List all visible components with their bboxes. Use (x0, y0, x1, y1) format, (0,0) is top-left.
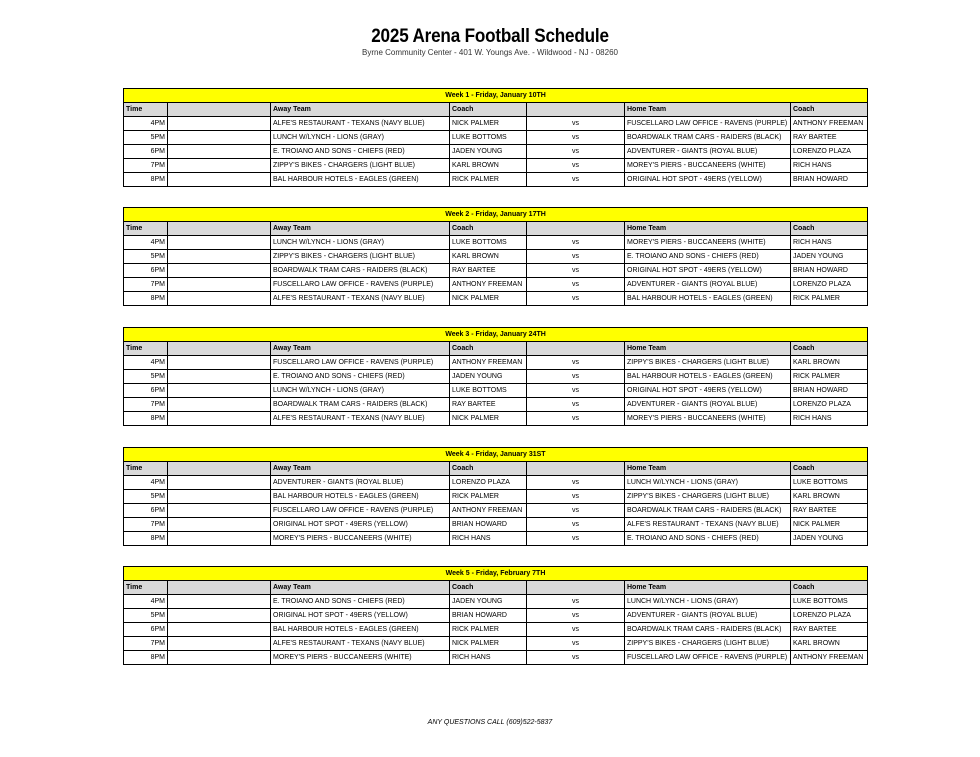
vs-label: vs (527, 173, 625, 187)
away-coach: NICK PALMER (450, 292, 527, 306)
blank-cell (168, 651, 271, 665)
home-team: E. TROIANO AND SONS - CHIEFS (RED) (625, 250, 791, 264)
away-coach: BRIAN HOWARD (450, 518, 527, 532)
away-team: BAL HARBOUR HOTELS - EAGLES (GREEN) (271, 623, 450, 637)
game-time: 8PM (124, 173, 168, 187)
blank-cell (168, 131, 271, 145)
table-row (124, 292, 868, 306)
blank-cell (168, 384, 271, 398)
away-team: LUNCH W/LYNCH - LIONS (GRAY) (271, 131, 450, 145)
col-header-time: Time (124, 103, 168, 117)
week-schedule (123, 207, 867, 306)
home-coach: JADEN YOUNG (791, 532, 868, 546)
game-time: 4PM (124, 117, 168, 131)
home-team: MOREY'S PIERS - BUCCANEERS (WHITE) (625, 412, 791, 426)
home-team: BOARDWALK TRAM CARS - RAIDERS (BLACK) (625, 504, 791, 518)
schedule-table (123, 566, 868, 665)
home-coach: LORENZO PLAZA (791, 609, 868, 623)
col-header-blank (168, 103, 271, 117)
blank-cell (168, 292, 271, 306)
col-header-vs (527, 222, 625, 236)
game-time: 7PM (124, 398, 168, 412)
away-team: MOREY'S PIERS - BUCCANEERS (WHITE) (271, 532, 450, 546)
col-header-home-team: Home Team (625, 581, 791, 595)
blank-cell (168, 595, 271, 609)
away-coach: LUKE BOTTOMS (450, 236, 527, 250)
blank-cell (168, 145, 271, 159)
col-header-home-team: Home Team (625, 222, 791, 236)
game-time: 7PM (124, 637, 168, 651)
away-team: BAL HARBOUR HOTELS - EAGLES (GREEN) (271, 490, 450, 504)
vs-label: vs (527, 236, 625, 250)
home-coach: RAY BARTEE (791, 623, 868, 637)
table-row (124, 651, 868, 665)
col-header-blank (168, 342, 271, 356)
week-schedule (123, 566, 867, 665)
col-header-vs (527, 581, 625, 595)
home-coach: RICH HANS (791, 159, 868, 173)
home-team: LUNCH W/LYNCH - LIONS (GRAY) (625, 595, 791, 609)
away-team: ALFE'S RESTAURANT - TEXANS (NAVY BLUE) (271, 637, 450, 651)
home-coach: RAY BARTEE (791, 131, 868, 145)
home-team: ZIPPY'S BIKES - CHARGERS (LIGHT BLUE) (625, 356, 791, 370)
home-team: FUSCELLARO LAW OFFICE - RAVENS (PURPLE) (625, 117, 791, 131)
home-coach: RICK PALMER (791, 292, 868, 306)
away-coach: KARL BROWN (450, 250, 527, 264)
vs-label: vs (527, 595, 625, 609)
home-team: BOARDWALK TRAM CARS - RAIDERS (BLACK) (625, 623, 791, 637)
blank-cell (168, 173, 271, 187)
col-header-time: Time (124, 462, 168, 476)
week-header-row (124, 208, 868, 222)
table-row (124, 159, 868, 173)
home-team: ZIPPY'S BIKES - CHARGERS (LIGHT BLUE) (625, 637, 791, 651)
away-team: E. TROIANO AND SONS - CHIEFS (RED) (271, 595, 450, 609)
away-team: BAL HARBOUR HOTELS - EAGLES (GREEN) (271, 173, 450, 187)
col-header-blank (168, 222, 271, 236)
table-row (124, 370, 868, 384)
table-row (124, 595, 868, 609)
blank-cell (168, 356, 271, 370)
vs-label: vs (527, 145, 625, 159)
away-coach: RICK PALMER (450, 623, 527, 637)
column-header-row (124, 462, 868, 476)
table-row (124, 384, 868, 398)
vs-label: vs (527, 651, 625, 665)
away-coach: RICK PALMER (450, 173, 527, 187)
col-header-vs (527, 103, 625, 117)
table-row (124, 236, 868, 250)
away-coach: NICK PALMER (450, 117, 527, 131)
page-subtitle: Byrne Community Center - 401 W. Youngs Ave. - Wildwood - NJ - 08260 (362, 48, 618, 57)
col-header-home-coach: Coach (791, 342, 868, 356)
col-header-home-team: Home Team (625, 103, 791, 117)
blank-cell (168, 236, 271, 250)
vs-label: vs (527, 250, 625, 264)
week-schedule (123, 88, 867, 187)
table-row (124, 609, 868, 623)
blank-cell (168, 518, 271, 532)
home-team: BAL HARBOUR HOTELS - EAGLES (GREEN) (625, 292, 791, 306)
away-team: ZIPPY'S BIKES - CHARGERS (LIGHT BLUE) (271, 159, 450, 173)
col-header-time: Time (124, 581, 168, 595)
away-team: ORIGINAL HOT SPOT - 49ERS (YELLOW) (271, 518, 450, 532)
vs-label: vs (527, 398, 625, 412)
away-team: ORIGINAL HOT SPOT - 49ERS (YELLOW) (271, 609, 450, 623)
game-time: 4PM (124, 476, 168, 490)
home-coach: LUKE BOTTOMS (791, 476, 868, 490)
home-coach: LORENZO PLAZA (791, 278, 868, 292)
blank-cell (168, 370, 271, 384)
game-time: 6PM (124, 623, 168, 637)
blank-cell (168, 398, 271, 412)
home-team: ADVENTURER - GIANTS (ROYAL BLUE) (625, 145, 791, 159)
game-time: 5PM (124, 250, 168, 264)
schedule-table (123, 207, 868, 306)
blank-cell (168, 250, 271, 264)
blank-cell (168, 159, 271, 173)
away-coach: LORENZO PLAZA (450, 476, 527, 490)
game-time: 8PM (124, 651, 168, 665)
col-header-time: Time (124, 342, 168, 356)
schedule-table (123, 447, 868, 546)
game-time: 8PM (124, 532, 168, 546)
game-time: 6PM (124, 384, 168, 398)
blank-cell (168, 609, 271, 623)
vs-label: vs (527, 278, 625, 292)
column-header-row (124, 342, 868, 356)
home-coach: LORENZO PLAZA (791, 398, 868, 412)
footer-contact: ANY QUESTIONS CALL (609)522-5837 (427, 719, 553, 726)
week-label: Week 5 - Friday, February 7TH (124, 567, 868, 581)
game-time: 5PM (124, 131, 168, 145)
schedule-table (123, 88, 868, 187)
away-coach: JADEN YOUNG (450, 370, 527, 384)
game-time: 7PM (124, 278, 168, 292)
away-coach: NICK PALMER (450, 637, 527, 651)
week-label: Week 2 - Friday, January 17TH (124, 208, 868, 222)
column-header-row (124, 103, 868, 117)
away-coach: BRIAN HOWARD (450, 609, 527, 623)
away-coach: ANTHONY FREEMAN (450, 356, 527, 370)
home-team: ORIGINAL HOT SPOT - 49ERS (YELLOW) (625, 384, 791, 398)
blank-cell (168, 623, 271, 637)
col-header-away-coach: Coach (450, 581, 527, 595)
game-time: 5PM (124, 609, 168, 623)
away-coach: ANTHONY FREEMAN (450, 278, 527, 292)
away-coach: RICH HANS (450, 651, 527, 665)
blank-cell (168, 532, 271, 546)
home-coach: RICK PALMER (791, 370, 868, 384)
table-row (124, 264, 868, 278)
home-team: LUNCH W/LYNCH - LIONS (GRAY) (625, 476, 791, 490)
home-coach: BRIAN HOWARD (791, 384, 868, 398)
game-time: 8PM (124, 412, 168, 426)
away-team: ALFE'S RESTAURANT - TEXANS (NAVY BLUE) (271, 292, 450, 306)
home-team: ALFE'S RESTAURANT - TEXANS (NAVY BLUE) (625, 518, 791, 532)
week-header-row (124, 448, 868, 462)
home-coach: LUKE BOTTOMS (791, 595, 868, 609)
game-time: 7PM (124, 518, 168, 532)
week-label: Week 4 - Friday, January 31ST (124, 448, 868, 462)
away-coach: JADEN YOUNG (450, 595, 527, 609)
blank-cell (168, 490, 271, 504)
away-coach: ANTHONY FREEMAN (450, 504, 527, 518)
vs-label: vs (527, 412, 625, 426)
vs-label: vs (527, 384, 625, 398)
game-time: 4PM (124, 356, 168, 370)
week-header-row (124, 328, 868, 342)
col-header-away-team: Away Team (271, 222, 450, 236)
week-schedule (123, 447, 867, 546)
away-coach: RAY BARTEE (450, 264, 527, 278)
home-team: ORIGINAL HOT SPOT - 49ERS (YELLOW) (625, 264, 791, 278)
away-coach: NICK PALMER (450, 412, 527, 426)
week-header-row (124, 567, 868, 581)
away-coach: KARL BROWN (450, 159, 527, 173)
vs-label: vs (527, 370, 625, 384)
home-team: BOARDWALK TRAM CARS - RAIDERS (BLACK) (625, 131, 791, 145)
table-row (124, 490, 868, 504)
home-team: FUSCELLARO LAW OFFICE - RAVENS (PURPLE) (625, 651, 791, 665)
table-row (124, 412, 868, 426)
table-row (124, 476, 868, 490)
week-schedule (123, 327, 867, 426)
schedule-table (123, 327, 868, 426)
away-coach: RICK PALMER (450, 490, 527, 504)
blank-cell (168, 278, 271, 292)
home-coach: RICH HANS (791, 236, 868, 250)
away-team: BOARDWALK TRAM CARS - RAIDERS (BLACK) (271, 264, 450, 278)
game-time: 6PM (124, 264, 168, 278)
table-row (124, 532, 868, 546)
vs-label: vs (527, 131, 625, 145)
away-team: E. TROIANO AND SONS - CHIEFS (RED) (271, 145, 450, 159)
col-header-away-team: Away Team (271, 581, 450, 595)
table-row (124, 278, 868, 292)
blank-cell (168, 412, 271, 426)
vs-label: vs (527, 490, 625, 504)
home-coach: NICK PALMER (791, 518, 868, 532)
week-label: Week 3 - Friday, January 24TH (124, 328, 868, 342)
vs-label: vs (527, 518, 625, 532)
vs-label: vs (527, 117, 625, 131)
table-row (124, 518, 868, 532)
home-team: E. TROIANO AND SONS - CHIEFS (RED) (625, 532, 791, 546)
page-title: 2025 Arena Football Schedule (371, 26, 609, 47)
away-team: E. TROIANO AND SONS - CHIEFS (RED) (271, 370, 450, 384)
away-coach: RICH HANS (450, 532, 527, 546)
away-team: LUNCH W/LYNCH - LIONS (GRAY) (271, 236, 450, 250)
away-team: FUSCELLARO LAW OFFICE - RAVENS (PURPLE) (271, 278, 450, 292)
home-team: BAL HARBOUR HOTELS - EAGLES (GREEN) (625, 370, 791, 384)
col-header-vs (527, 462, 625, 476)
week-label: Week 1 - Friday, January 10TH (124, 89, 868, 103)
away-coach: RAY BARTEE (450, 398, 527, 412)
table-row (124, 250, 868, 264)
col-header-away-coach: Coach (450, 103, 527, 117)
table-row (124, 173, 868, 187)
home-team: ORIGINAL HOT SPOT - 49ERS (YELLOW) (625, 173, 791, 187)
table-row (124, 356, 868, 370)
game-time: 4PM (124, 236, 168, 250)
col-header-away-team: Away Team (271, 462, 450, 476)
col-header-home-team: Home Team (625, 462, 791, 476)
table-row (124, 117, 868, 131)
game-time: 8PM (124, 292, 168, 306)
col-header-away-team: Away Team (271, 342, 450, 356)
away-coach: LUKE BOTTOMS (450, 384, 527, 398)
home-coach: RICH HANS (791, 412, 868, 426)
vs-label: vs (527, 159, 625, 173)
vs-label: vs (527, 264, 625, 278)
game-time: 5PM (124, 370, 168, 384)
col-header-home-coach: Coach (791, 581, 868, 595)
away-coach: JADEN YOUNG (450, 145, 527, 159)
col-header-away-team: Away Team (271, 103, 450, 117)
blank-cell (168, 637, 271, 651)
vs-label: vs (527, 476, 625, 490)
table-row (124, 504, 868, 518)
home-team: MOREY'S PIERS - BUCCANEERS (WHITE) (625, 159, 791, 173)
table-row (124, 131, 868, 145)
col-header-home-coach: Coach (791, 103, 868, 117)
away-coach: LUKE BOTTOMS (450, 131, 527, 145)
col-header-home-coach: Coach (791, 222, 868, 236)
game-time: 4PM (124, 595, 168, 609)
away-team: ZIPPY'S BIKES - CHARGERS (LIGHT BLUE) (271, 250, 450, 264)
col-header-away-coach: Coach (450, 342, 527, 356)
col-header-time: Time (124, 222, 168, 236)
blank-cell (168, 504, 271, 518)
col-header-home-coach: Coach (791, 462, 868, 476)
away-team: BOARDWALK TRAM CARS - RAIDERS (BLACK) (271, 398, 450, 412)
vs-label: vs (527, 609, 625, 623)
vs-label: vs (527, 504, 625, 518)
game-time: 7PM (124, 159, 168, 173)
vs-label: vs (527, 532, 625, 546)
away-team: ALFE'S RESTAURANT - TEXANS (NAVY BLUE) (271, 117, 450, 131)
home-coach: BRIAN HOWARD (791, 264, 868, 278)
home-team: ADVENTURER - GIANTS (ROYAL BLUE) (625, 278, 791, 292)
vs-label: vs (527, 356, 625, 370)
home-team: ADVENTURER - GIANTS (ROYAL BLUE) (625, 398, 791, 412)
col-header-vs (527, 342, 625, 356)
table-row (124, 398, 868, 412)
col-header-blank (168, 462, 271, 476)
col-header-home-team: Home Team (625, 342, 791, 356)
home-coach: ANTHONY FREEMAN (791, 117, 868, 131)
blank-cell (168, 117, 271, 131)
home-team: ADVENTURER - GIANTS (ROYAL BLUE) (625, 609, 791, 623)
column-header-row (124, 222, 868, 236)
home-coach: KARL BROWN (791, 637, 868, 651)
away-team: ALFE'S RESTAURANT - TEXANS (NAVY BLUE) (271, 412, 450, 426)
home-coach: KARL BROWN (791, 490, 868, 504)
col-header-away-coach: Coach (450, 462, 527, 476)
vs-label: vs (527, 637, 625, 651)
game-time: 6PM (124, 145, 168, 159)
game-time: 6PM (124, 504, 168, 518)
away-team: MOREY'S PIERS - BUCCANEERS (WHITE) (271, 651, 450, 665)
vs-label: vs (527, 623, 625, 637)
away-team: ADVENTURER - GIANTS (ROYAL BLUE) (271, 476, 450, 490)
col-header-blank (168, 581, 271, 595)
home-team: ZIPPY'S BIKES - CHARGERS (LIGHT BLUE) (625, 490, 791, 504)
col-header-away-coach: Coach (450, 222, 527, 236)
table-row (124, 623, 868, 637)
week-header-row (124, 89, 868, 103)
home-team: MOREY'S PIERS - BUCCANEERS (WHITE) (625, 236, 791, 250)
column-header-row (124, 581, 868, 595)
home-coach: ANTHONY FREEMAN (791, 651, 868, 665)
vs-label: vs (527, 292, 625, 306)
away-team: LUNCH W/LYNCH - LIONS (GRAY) (271, 384, 450, 398)
home-coach: LORENZO PLAZA (791, 145, 868, 159)
home-coach: BRIAN HOWARD (791, 173, 868, 187)
game-time: 5PM (124, 490, 168, 504)
home-coach: KARL BROWN (791, 356, 868, 370)
home-coach: RAY BARTEE (791, 504, 868, 518)
table-row (124, 145, 868, 159)
blank-cell (168, 476, 271, 490)
blank-cell (168, 264, 271, 278)
away-team: FUSCELLARO LAW OFFICE - RAVENS (PURPLE) (271, 504, 450, 518)
home-coach: JADEN YOUNG (791, 250, 868, 264)
table-row (124, 637, 868, 651)
away-team: FUSCELLARO LAW OFFICE - RAVENS (PURPLE) (271, 356, 450, 370)
